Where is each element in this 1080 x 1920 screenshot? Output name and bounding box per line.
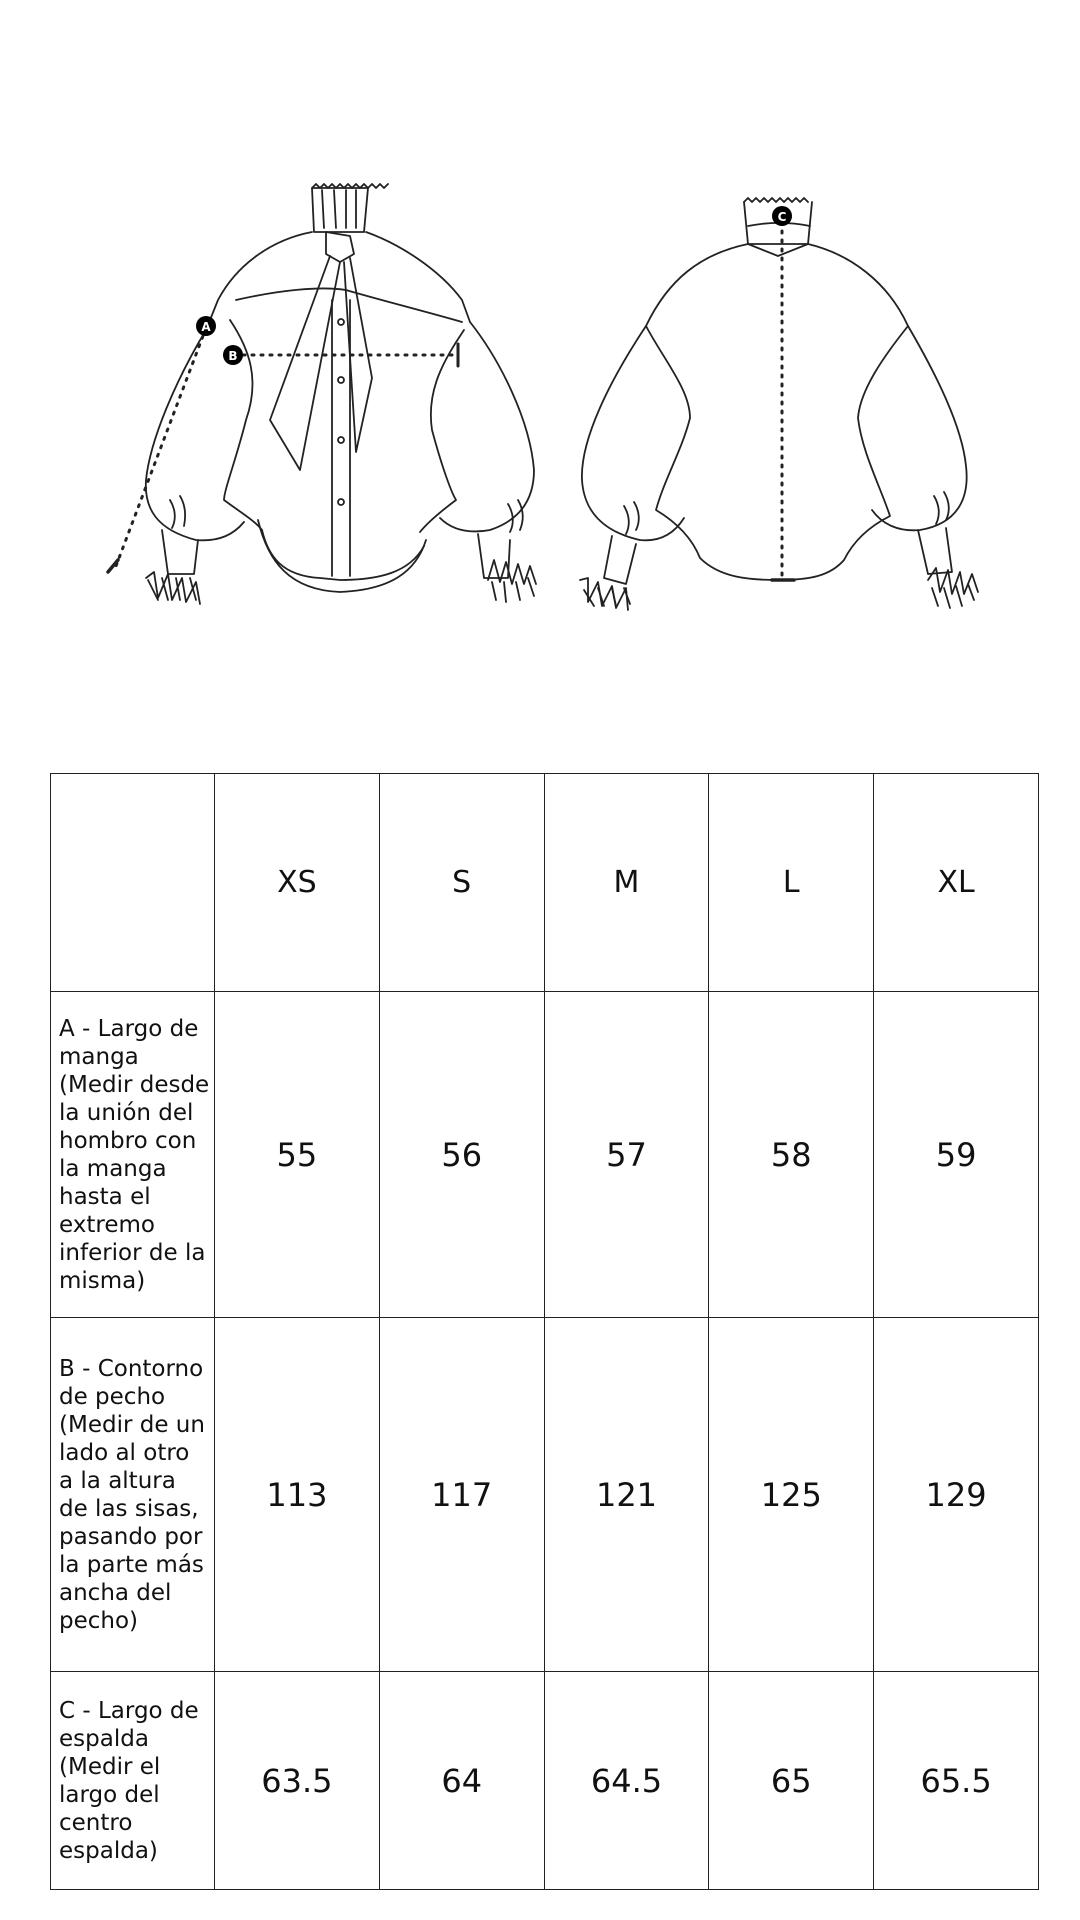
table-cell: 113 — [215, 1318, 380, 1672]
marker-b-label: B — [228, 349, 238, 363]
table-cell: 64 — [379, 1672, 544, 1890]
table-cell: 65.5 — [874, 1672, 1039, 1890]
row-label-chest: B - Contorno de pecho (Medir de un lado al otro a la altura de las sisas, pasando por la parte más ancha del pecho) — [51, 1318, 215, 1672]
garment-illustration — [0, 150, 1080, 630]
table-cell: 65 — [709, 1672, 874, 1890]
table-cell: 129 — [874, 1318, 1039, 1672]
table-cell: 59 — [874, 992, 1039, 1318]
back-view-drawing — [580, 198, 978, 610]
marker-a — [196, 316, 216, 336]
size-chart-table — [50, 773, 1039, 1890]
marker-a-label: A — [201, 320, 211, 334]
table-row-sleeve-length — [51, 992, 1039, 1318]
measure-line-a — [116, 328, 206, 566]
table-row-back-length — [51, 1672, 1039, 1890]
size-header-xl: XL — [874, 774, 1039, 992]
table-cell: 63.5 — [215, 1672, 380, 1890]
size-header-xs: XS — [215, 774, 380, 992]
table-cell: 125 — [709, 1318, 874, 1672]
front-view-drawing — [146, 184, 536, 604]
table-row-chest — [51, 1318, 1039, 1672]
row-label-sleeve-length: A - Largo de manga (Medir desde la unión del hombro con la manga hasta el extremo inferior de la misma) — [51, 992, 215, 1318]
table-cell: 57 — [544, 992, 709, 1318]
row-label-back-length: C - Largo de espalda (Medir el largo del centro espalda) — [51, 1672, 215, 1890]
table-header-row — [51, 774, 1039, 992]
table-cell: 58 — [709, 992, 874, 1318]
marker-c-label: C — [777, 210, 787, 224]
size-header-s: S — [379, 774, 544, 992]
corner-cell — [51, 774, 215, 992]
size-header-l: L — [709, 774, 874, 992]
table-cell: 117 — [379, 1318, 544, 1672]
table-cell: 55 — [215, 992, 380, 1318]
size-header-m: M — [544, 774, 709, 992]
marker-b — [223, 345, 243, 365]
table-cell: 121 — [544, 1318, 709, 1672]
marker-c — [772, 206, 792, 226]
table-cell: 56 — [379, 992, 544, 1318]
table-cell: 64.5 — [544, 1672, 709, 1890]
